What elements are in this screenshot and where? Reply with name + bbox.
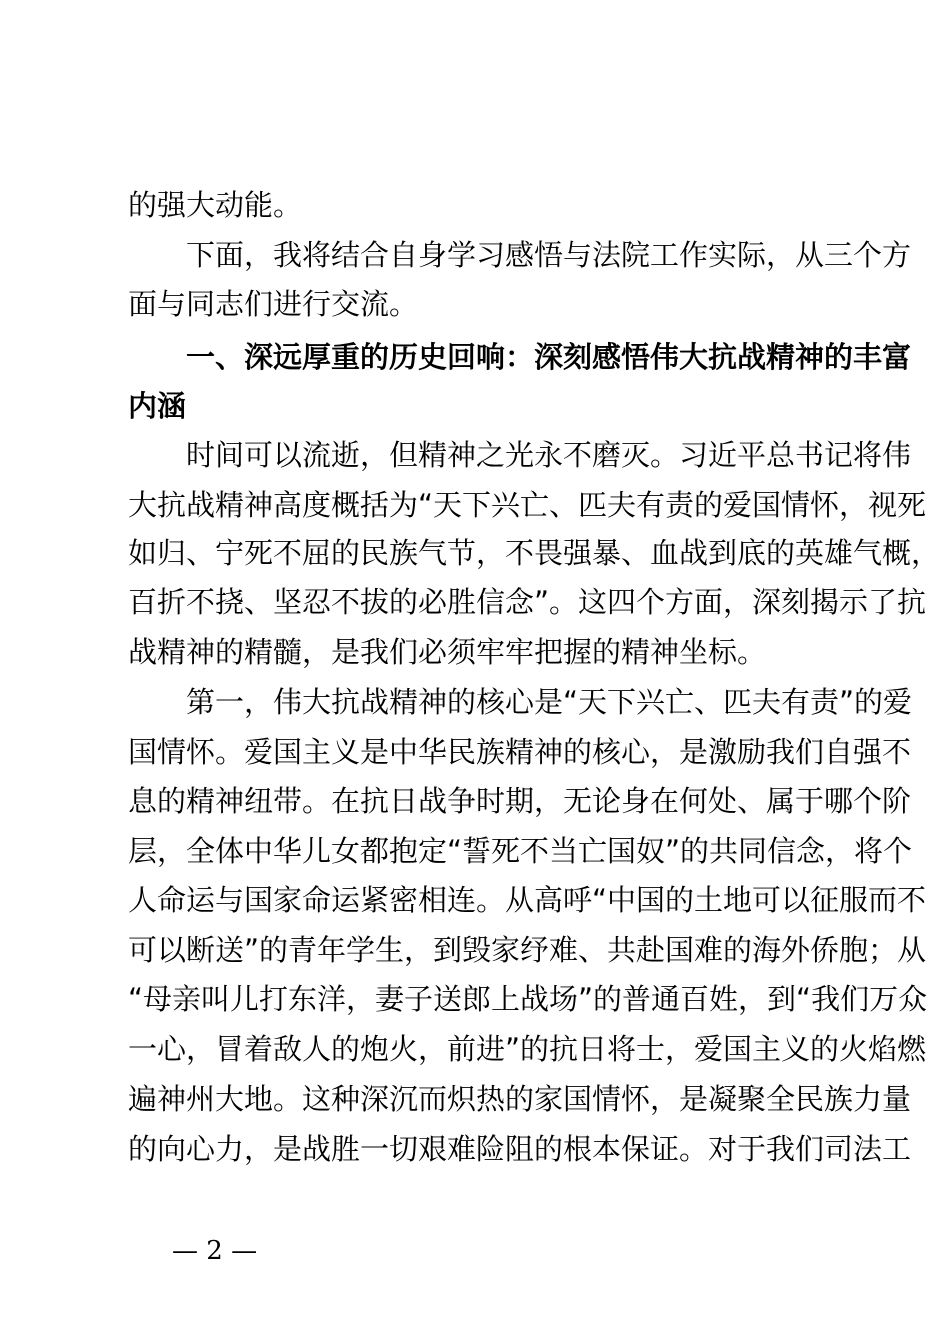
paragraph-line: 大抗战精神高度概括为“天下兴亡、匹夫有责的爱国情怀，视死 [128, 488, 927, 522]
paragraph-line: 人命运与国家命运紧密相连。从高呼“中国的土地可以征服而不 [128, 883, 927, 917]
paragraph-line: 百折不挠、坚忍不拔的必胜信念”。这四个方面，深刻揭示了抗 [128, 585, 927, 619]
paragraph-line: 战精神的精髓，是我们必须牢牢把握的精神坐标。 [128, 635, 767, 669]
paragraph-line: 层，全体中华儿女都抱定“誓死不当亡国奴”的共同信念，将个 [128, 834, 913, 868]
paragraph-line: 国情怀。爱国主义是中华民族精神的核心，是激励我们自强不 [128, 735, 912, 769]
paragraph-line: 一心，冒着敌人的炮火，前进”的抗日将士，爱国主义的火焰燃 [128, 1032, 927, 1066]
paragraph-line: 的强大动能。 [128, 188, 303, 222]
page-number: — 2 — [172, 1236, 258, 1266]
paragraph-line: 面与同志们进行交流。 [128, 287, 419, 321]
paragraph-line: 可以断送”的青年学生，到毁家纾难、共赴国难的海外侨胞；从 [128, 933, 927, 967]
paragraph-line: 时间可以流逝，但精神之光永不磨灭。习近平总书记将伟 [186, 438, 912, 472]
paragraph-line: 下面，我将结合自身学习感悟与法院工作实际，从三个方 [186, 238, 912, 272]
section-heading: 内涵 [128, 389, 187, 423]
paragraph-line: 的向心力，是战胜一切艰难险阻的根本保证。对于我们司法工 [128, 1132, 912, 1166]
paragraph-line: “母亲叫儿打东洋，妻子送郎上战场”的普通百姓，到“我们万众 [128, 982, 928, 1016]
paragraph-line: 如归、宁死不屈的民族气节，不畏强暴、血战到底的英雄气概， [128, 536, 941, 570]
section-heading: 一、深远厚重的历史回响：深刻感悟伟大抗战精神的丰富 [186, 340, 912, 374]
paragraph-line: 遍神州大地。这种深沉而炽热的家国情怀，是凝聚全民族力量 [128, 1082, 912, 1116]
paragraph-line: 息的精神纽带。在抗日战争时期，无论身在何处、属于哪个阶 [128, 784, 912, 818]
paragraph-line: 第一，伟大抗战精神的核心是“天下兴亡、匹夫有责”的爱 [186, 685, 913, 719]
